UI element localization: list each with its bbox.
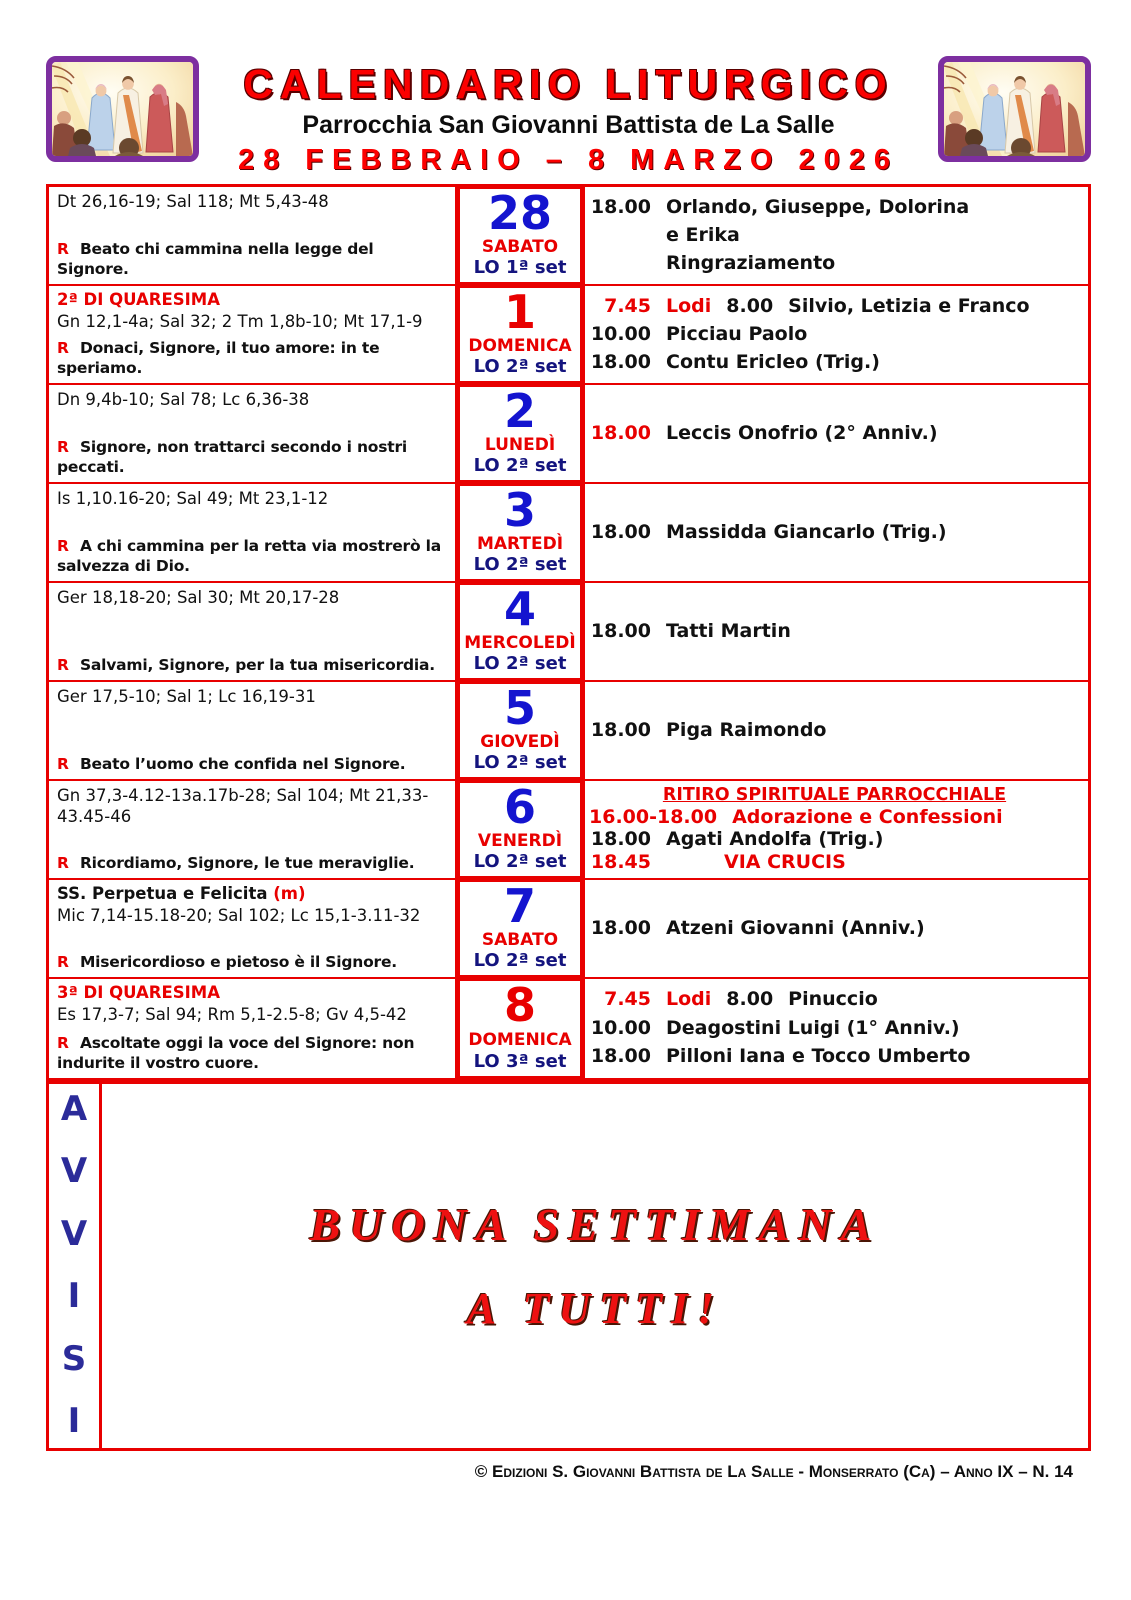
day-cell — [457, 186, 583, 285]
readings-text: Mic 7,14-15.18-20; Sal 102; Lc 15,1-3.11-32 — [57, 905, 421, 925]
parish-subtitle: Parrocchia San Giovanni Battista de La Salle — [302, 111, 835, 139]
day-cell — [457, 681, 583, 780]
event-line — [589, 1046, 1080, 1067]
avvisi-message-line2: A TUTTI! — [466, 1284, 724, 1333]
readings-text: Is 1,10.16-20; Sal 49; Mt 23,1-12 — [57, 489, 329, 508]
liturgy-hours-set: LO 2ª set — [473, 752, 567, 774]
response-prefix: R — [57, 438, 74, 457]
responsorial-psalm — [57, 240, 447, 279]
avvisi-letter: I — [67, 1276, 81, 1317]
event-time: 7.45 — [604, 988, 651, 1011]
feast-title — [57, 290, 447, 311]
event-text: Ringraziamento — [666, 251, 836, 274]
day-cell — [457, 879, 583, 978]
events-cell — [583, 484, 1088, 581]
liturgy-hours-set: LO 3ª set — [473, 1051, 567, 1073]
event-line — [589, 352, 1080, 373]
response-text: A chi cammina per la retta via mostrerò la salvezza di Dio. — [57, 537, 441, 575]
readings-cell — [49, 781, 457, 878]
weekday-label: SABATO — [481, 930, 559, 951]
event-text: e Erika — [666, 223, 740, 246]
event-text: Lodi — [666, 988, 712, 1011]
day-number: 6 — [503, 780, 536, 834]
spacer — [57, 410, 447, 438]
event-text: Agati Andolfa (Trig.) — [666, 828, 884, 851]
weekday-label: SABATO — [481, 237, 559, 258]
event-text: Adorazione e Confessioni — [732, 805, 1003, 828]
spacer — [57, 707, 447, 755]
feast-segment: 3ª DI QUARESIMA — [57, 983, 220, 1002]
spacer — [57, 332, 447, 340]
spacer — [57, 926, 447, 953]
readings-text: Dn 9,4b-10; Sal 78; Lc 6,36-38 — [57, 390, 310, 409]
event-line — [589, 829, 1080, 850]
liturgy-hours-set: LO 2ª set — [473, 851, 567, 873]
header-titles — [199, 56, 938, 177]
response-prefix: R — [57, 339, 74, 358]
event-text: Lodi — [666, 294, 712, 317]
event-line — [589, 225, 1080, 246]
liturgy-hours-set: LO 2ª set — [473, 554, 567, 576]
calendar-table — [46, 184, 1091, 1081]
day-row — [49, 286, 1088, 385]
response-prefix: R — [57, 240, 74, 259]
event-text: Pinuccio — [788, 988, 878, 1011]
responsorial-psalm — [57, 537, 447, 576]
readings-cell — [49, 880, 457, 977]
spacer — [57, 509, 447, 537]
day-cell — [457, 483, 583, 582]
feast-segment: (m) — [273, 884, 306, 903]
responsorial-psalm — [57, 854, 447, 873]
day-row — [49, 979, 1088, 1078]
day-number: 7 — [503, 879, 536, 933]
event-text: Silvio, Letizia e Franco — [788, 294, 1030, 317]
feast-title — [57, 884, 447, 905]
day-row — [49, 187, 1088, 286]
response-prefix: R — [57, 853, 74, 872]
events-cell — [583, 187, 1088, 284]
event-text: Orlando, Giuseppe, Dolorina — [666, 195, 970, 218]
event-time: 18.00 — [590, 520, 651, 543]
weekday-label: DOMENICA — [468, 336, 572, 357]
readings-cell — [49, 979, 457, 1078]
event-text: Piga Raimondo — [666, 718, 827, 741]
event-line — [589, 918, 1080, 939]
event-line — [589, 296, 1080, 317]
liturgy-hours-set: LO 2ª set — [473, 653, 567, 675]
event-time: 18.00 — [590, 916, 651, 939]
avvisi-letter: S — [61, 1338, 87, 1379]
event-time: 18.00 — [590, 828, 651, 851]
event-line — [589, 621, 1080, 642]
response-prefix: R — [57, 754, 74, 773]
event-time: 18.00 — [590, 195, 651, 218]
day-cell — [457, 285, 583, 384]
day-cell — [457, 582, 583, 681]
day-cell — [457, 384, 583, 483]
readings-cell — [49, 187, 457, 284]
response-prefix: R — [57, 655, 74, 674]
events-cell — [583, 880, 1088, 977]
avvisi-label-column — [49, 1084, 102, 1448]
readings-text: Dt 26,16-19; Sal 118; Mt 5,43-48 — [57, 192, 329, 211]
events-cell — [583, 286, 1088, 383]
events-cell — [583, 979, 1088, 1078]
readings-cell — [49, 583, 457, 680]
event-line — [589, 852, 1080, 873]
feast-segment: SS. Perpetua e Felicita — [57, 884, 274, 903]
event-time: 18.00 — [590, 718, 651, 741]
day-number: 28 — [487, 186, 552, 240]
response-prefix: R — [57, 1034, 74, 1053]
event-line — [589, 522, 1080, 543]
day-cell — [457, 978, 583, 1079]
day-number: 5 — [503, 681, 536, 735]
avvisi-letter: V — [60, 1213, 88, 1254]
event-text: 8.00 — [726, 988, 774, 1011]
footer-credit: © Edizioni S. Giovanni Battista de La Salle - Monserrato (Ca) – Anno IX – N. 14 — [474, 1462, 1073, 1481]
event-text: Pilloni Iana e Tocco Umberto — [666, 1045, 971, 1068]
liturgy-hours-set: LO 1ª set — [473, 257, 567, 279]
events-cell — [583, 385, 1088, 482]
event-time: 7.45 — [604, 294, 651, 317]
readings-cell — [49, 682, 457, 779]
event-time: 10.00 — [590, 1016, 651, 1039]
day-row — [49, 682, 1088, 781]
weekday-label: DOMENICA — [468, 1030, 572, 1051]
event-time: 18.00 — [590, 350, 651, 373]
event-text: Leccis Onofrio (2° Anniv.) — [666, 421, 938, 444]
response-text: Misericordioso e pietoso è il Signore. — [79, 952, 397, 971]
response-text: Signore, non trattarci secondo i nostri peccati. — [57, 438, 408, 476]
weekday-label: GIOVEDÌ — [480, 732, 560, 753]
event-time: 18.00 — [590, 619, 651, 642]
day-row — [49, 583, 1088, 682]
day-number: 2 — [503, 384, 536, 438]
event-text: Atzeni Giovanni (Anniv.) — [666, 916, 925, 939]
day-cell — [457, 780, 583, 879]
avvisi-letter: V — [60, 1151, 88, 1192]
avvisi-letter: A — [60, 1089, 88, 1129]
day-number: 1 — [503, 285, 536, 339]
date-range: 28 FEBBRAIO – 8 MARZO 2026 — [237, 144, 900, 176]
events-cell — [583, 682, 1088, 779]
avvisi-body — [102, 1084, 1088, 1448]
response-text: Salvami, Signore, per la tua misericordia. — [79, 655, 435, 674]
responsorial-psalm — [57, 438, 447, 477]
avvisi-letter: I — [67, 1400, 81, 1441]
day-number: 8 — [503, 978, 536, 1032]
response-prefix: R — [57, 537, 74, 556]
event-time: 18.00 — [590, 421, 651, 444]
weekday-label: LUNEDÌ — [484, 435, 556, 456]
page-title: CALENDARIO LITURGICO — [243, 61, 894, 107]
event-line — [589, 786, 1080, 806]
response-text: Beato l’uomo che confida nel Signore. — [79, 754, 406, 773]
day-row — [49, 880, 1088, 979]
spacer — [57, 608, 447, 656]
day-row — [49, 484, 1088, 583]
liturgy-hours-set: LO 2ª set — [473, 356, 567, 378]
readings-cell — [49, 286, 457, 383]
readings-text: Ger 17,5-10; Sal 1; Lc 16,19-31 — [57, 687, 316, 706]
transfiguration-painting — [52, 62, 193, 156]
event-text: RITIRO SPIRITUALE PARROCCHIALE — [662, 784, 1007, 805]
feast-segment: 2ª DI QUARESIMA — [57, 290, 220, 309]
event-text: Contu Ericleo (Trig.) — [666, 350, 880, 373]
event-text: VIA CRUCIS — [724, 851, 846, 874]
event-text: Deagostini Luigi (1° Anniv.) — [666, 1016, 960, 1039]
transfiguration-image-left — [46, 56, 199, 162]
weekday-label: MERCOLEDÌ — [464, 633, 576, 654]
event-time: 10.00 — [590, 322, 651, 345]
events-cell — [583, 583, 1088, 680]
liturgy-hours-set: LO 2ª set — [473, 455, 567, 477]
readings-text: Gn 37,3-4.12-13a.17b-28; Sal 104; Mt 21,33-43.45-46 — [57, 786, 429, 827]
events-cell — [583, 781, 1088, 878]
event-line — [589, 1018, 1080, 1039]
event-line — [589, 989, 1080, 1010]
event-text: Massidda Giancarlo (Trig.) — [666, 520, 947, 543]
event-line — [589, 423, 1080, 444]
event-line — [589, 720, 1080, 741]
response-prefix: R — [57, 952, 74, 971]
response-text: Beato chi cammina nella legge del Signore. — [57, 240, 374, 278]
responsorial-psalm — [57, 1034, 447, 1073]
event-line — [589, 253, 1080, 274]
day-row — [49, 385, 1088, 484]
day-number: 4 — [503, 582, 536, 636]
event-text: 8.00 — [726, 294, 774, 317]
response-text: Donaci, Signore, il tuo amore: in te speriamo. — [57, 339, 380, 377]
spacer — [57, 827, 447, 853]
event-time: 18.00 — [590, 1045, 651, 1068]
event-line — [589, 324, 1080, 345]
weekday-label: VENERDÌ — [477, 831, 563, 852]
event-line — [589, 807, 1080, 828]
readings-cell — [49, 484, 457, 581]
event-line — [589, 197, 1080, 218]
event-time: 18.45 — [590, 851, 651, 874]
response-text: Ascoltate oggi la voce del Signore: non indurite il vostro cuore. — [57, 1034, 415, 1072]
day-number: 3 — [503, 483, 536, 537]
header — [46, 56, 1091, 177]
avvisi-section — [46, 1081, 1091, 1451]
responsorial-psalm — [57, 755, 447, 774]
response-text: Ricordiamo, Signore, le tue meraviglie. — [79, 853, 415, 872]
weekday-label: MARTEDÌ — [476, 534, 564, 555]
transfiguration-image-right — [938, 56, 1091, 162]
transfiguration-painting — [944, 62, 1085, 156]
day-row — [49, 781, 1088, 880]
responsorial-psalm — [57, 656, 447, 675]
feast-title — [57, 983, 447, 1004]
spacer — [57, 212, 447, 240]
readings-text: Es 17,3-7; Sal 94; Rm 5,1-2.5-8; Gv 4,5-42 — [57, 1004, 407, 1024]
readings-text: Ger 18,18-20; Sal 30; Mt 20,17-28 — [57, 588, 340, 607]
readings-cell — [49, 385, 457, 482]
liturgy-hours-set: LO 2ª set — [473, 950, 567, 972]
spacer — [57, 1025, 447, 1035]
readings-text: Gn 12,1-4a; Sal 32; 2 Tm 1,8b-10; Mt 17,1-9 — [57, 311, 423, 331]
event-text: Picciau Paolo — [666, 322, 808, 345]
responsorial-psalm — [57, 953, 447, 972]
event-time: 16.00-18.00 — [589, 805, 718, 828]
responsorial-psalm — [57, 339, 447, 378]
event-text: Tatti Martin — [666, 619, 791, 642]
avvisi-message-line1: BUONA SETTIMANA — [309, 1199, 881, 1250]
